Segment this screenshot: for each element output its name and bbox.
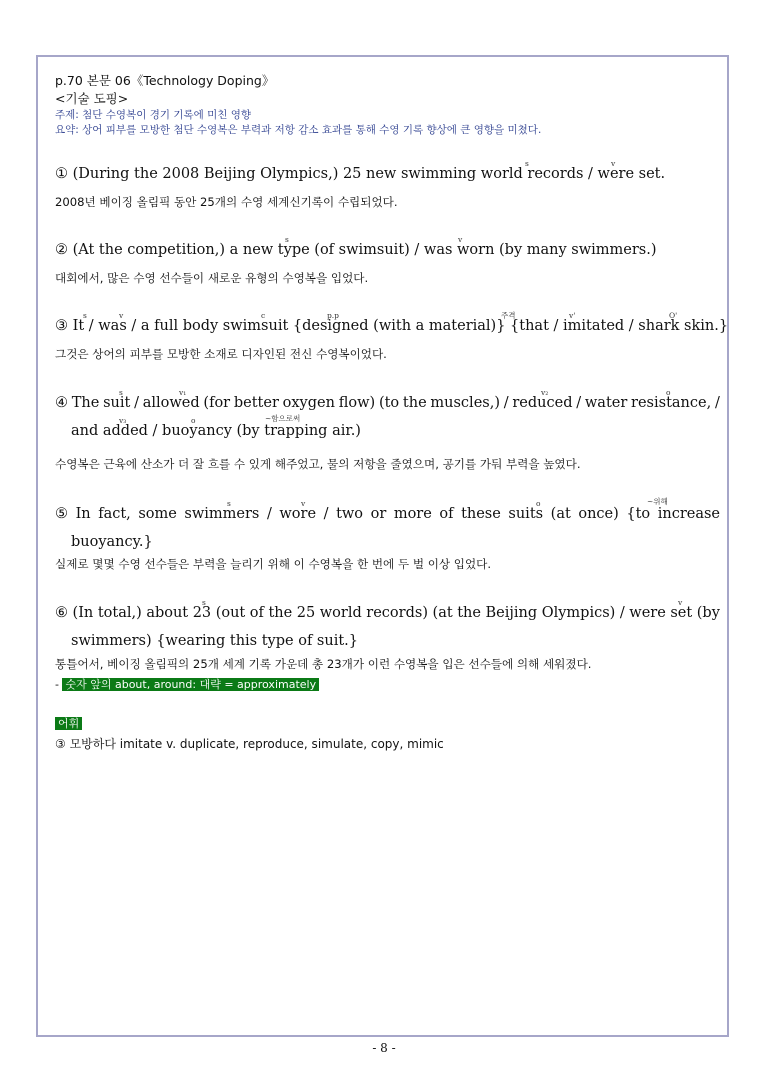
grammar-mark-object: o [191,416,196,425]
grammar-mark-subject: s [285,235,289,244]
translation-2: 대회에서, 많은 수영 선수들이 새로운 유형의 수영복을 입었다. [55,271,369,285]
word: / [714,395,720,411]
note-highlight: 숫자 앞의 about, around: 대략 = approximately [62,678,319,691]
sentence-4-number: ④ [55,395,68,411]
word: allowed [142,395,200,411]
grammar-mark-object: o [666,388,671,397]
word: swimmers [184,506,260,522]
grammar-mark-object-prime: O' [669,311,678,320]
word: / [323,506,329,522]
grammar-mark-subject: s [202,598,206,607]
word: oxygen [282,395,335,411]
word: The [71,395,100,411]
word: the [402,395,427,411]
sentence-6-number: ⑥ [55,605,68,621]
sentence-3-text: It / was / a full body swimsuit {designed (with a material)} {that / imitated / shark skin.} [72,318,729,334]
usage-note [55,676,319,692]
word: 25 [296,605,316,621]
grammar-mark-nominative: 주격 [501,311,516,320]
sentence-6-continuation: swimmers) {wearing this type of suit.} [71,633,358,649]
sentence-4-line-1 [55,388,720,411]
sentence-4-continuation: and added / buoyancy (by trapping air.) [71,423,361,439]
sentence-6-line-2 [55,633,720,649]
word: suit [103,395,131,411]
word: some [138,506,177,522]
sentence-2-text: (At the competition,) a new type (of swimsuit) / was worn (by many swimmers.) [72,242,657,258]
grammar-mark-verb: v [119,311,124,320]
sentence-6-line-1 [55,598,720,621]
grammar-mark-verb: v [611,159,616,168]
word: resistance, [631,395,712,411]
sentence-2 [55,235,720,258]
grammar-mark-verb-prime: v' [569,311,576,320]
word: fact, [98,506,131,522]
word: two [336,506,364,522]
word: muscles,) [430,395,500,411]
grammar-mark-verb-1: v₁ [179,388,187,397]
sentence-5-line-2 [55,534,720,550]
word: of [249,605,264,621]
sentence-5-number: ⑤ [55,506,68,522]
word: set [670,605,693,621]
word: reduced [512,395,573,411]
sentence-3 [55,311,729,334]
word: In [75,506,91,522]
sentence-2-line [55,235,720,258]
word: (In [72,605,94,621]
sentence-4 [55,388,720,439]
word: about [146,605,189,621]
vocab-heading-label: 어휘 [55,717,82,730]
word: (at [550,506,571,522]
word: / [576,395,582,411]
sentence-3-number: ③ [55,318,68,334]
note-dash: - [55,678,59,691]
word: more [393,506,432,522]
grammar-mark-subject: s [227,499,231,508]
grammar-mark-by-doing: ~함으로써 [265,414,301,423]
word: (to [378,395,400,411]
sentence-5-continuation: buoyancy.} [71,534,153,550]
word: the [457,605,481,621]
translation-4: 수영복은 근육에 산소가 더 잘 흐를 수 있게 해주었고, 물의 저항을 줄였으며, 공기를 가둬 부력을 높였다. [55,457,581,471]
page-subtitle: <기술 도핑> [55,91,129,106]
sentence-5 [55,497,720,550]
word: wore [279,506,317,522]
word: / [266,506,272,522]
vocab-entry: ③ 모방하다 imitate v. duplicate, reproduce, simulate, copy, mimic [55,737,444,751]
word: once) [578,506,619,522]
word: water [584,395,628,411]
word: Beijing [485,605,538,621]
grammar-mark-subject: s [525,159,529,168]
topic-line: 주제: 첨단 수영복이 경기 기록에 미친 영향 [55,109,251,121]
word: world [319,605,362,621]
translation-5: 실제로 몇몇 수영 선수들은 부력을 늘리기 위해 이 수영복을 한 번에 두 벌 이상 입었다. [55,557,492,571]
word: were [629,605,666,621]
word: or [370,506,387,522]
translation-1: 2008년 베이징 올림픽 동안 25개의 수영 세계신기록이 수립되었다. [55,195,398,209]
word: increase [657,506,720,522]
sentence-1-line [55,159,720,182]
word: (at [432,605,453,621]
word: of [439,506,454,522]
sentence-2-number: ② [55,242,68,258]
sentence-1-number: ① [55,166,68,182]
sentence-1 [55,159,720,182]
word: flow) [338,395,376,411]
sentence-4-line-2 [55,414,720,439]
word: 23 [192,605,212,621]
page-title: p.70 본문 06《Technology Doping》 [55,73,275,88]
word: the [268,605,293,621]
grammar-mark-verb: v [458,235,463,244]
grammar-mark-past-participle: p.p [327,311,339,320]
translation-6: 통틀어서, 베이징 올림픽의 25개 세계 기록 가운데 총 23개가 이런 수영복을 입은 선수들에 의해 세워졌다. [55,657,592,671]
document-header [55,72,725,138]
word: records) [366,605,428,621]
word: (out [215,605,246,621]
summary-line: 요약: 상어 피부를 모방한 첨단 수영복은 부력과 저항 감소 효과를 통해 수영 기록 향상에 큰 영향을 미쳤다. [55,124,542,136]
translation-3: 그것은 상어의 피부를 모방한 소재로 디자인된 전신 수영복이었다. [55,347,387,361]
vocab-heading [55,715,82,731]
grammar-mark-object: o [536,499,541,508]
grammar-mark-complement: c [261,311,266,320]
grammar-mark-verb: v [301,499,306,508]
grammar-mark-verb: v [678,598,683,607]
grammar-mark-subject: s [119,388,123,397]
sentence-3-line [55,311,729,334]
word: / [619,605,625,621]
sentence-6 [55,598,720,649]
word: total,) [97,605,142,621]
sentence-1-text: (During the 2008 Beijing Olympics,) 25 new swimming world records / were set. [72,166,666,182]
word: Olympics) [541,605,616,621]
word: better [233,395,279,411]
word: (for [203,395,231,411]
grammar-mark-in-order-to: ~위해 [647,497,668,506]
grammar-mark-verb-2: v₂ [541,388,549,397]
word: these [461,506,501,522]
sentence-5-line-1 [55,497,720,522]
word: / [134,395,139,411]
grammar-mark-verb-3: v₃ [119,416,127,425]
word: suits [508,506,544,522]
page-number: - 8 - [372,1041,396,1055]
grammar-mark-subject: s [83,311,87,320]
word: (by [696,605,720,621]
word: / [503,395,509,411]
word: {to [626,506,651,522]
